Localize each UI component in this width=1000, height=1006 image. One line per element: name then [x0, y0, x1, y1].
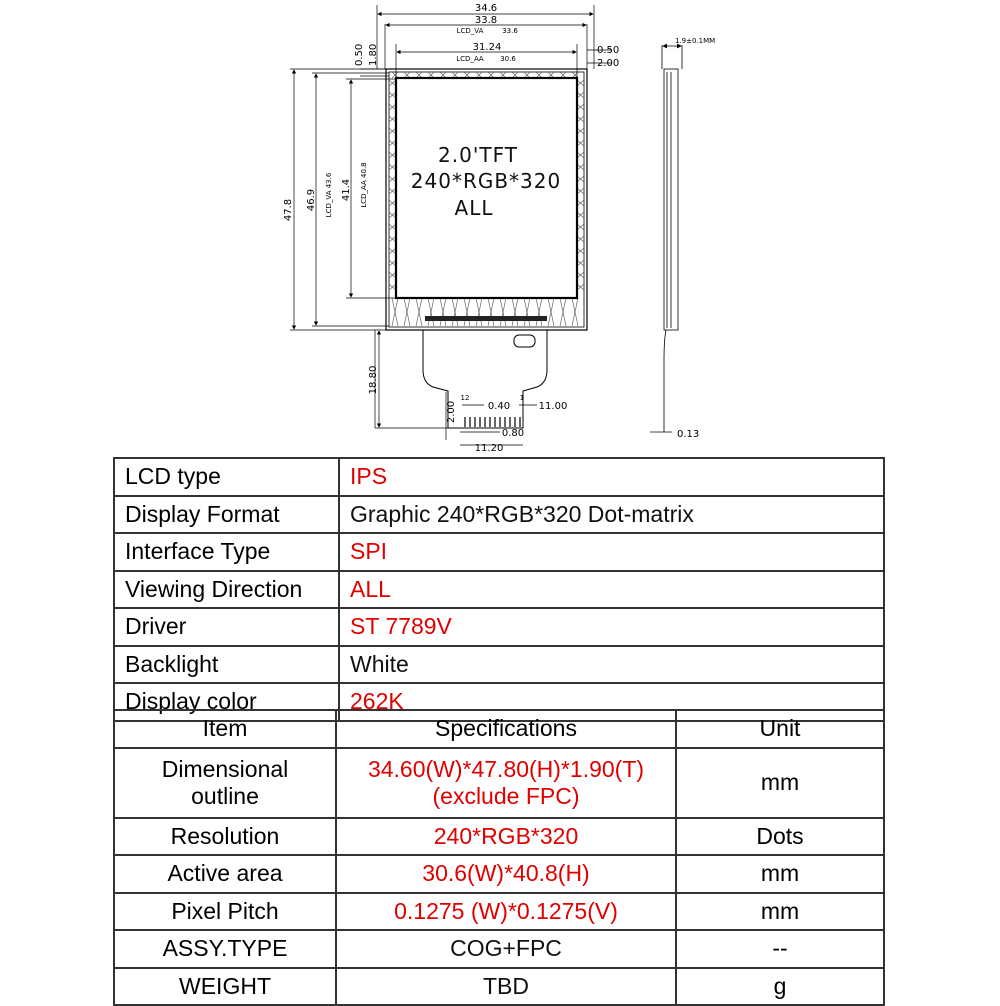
info-row — [114, 571, 884, 609]
dim-overall-width: 34.6 — [474, 3, 498, 14]
spec-unit: g — [676, 968, 884, 1006]
dim-va-width: 33.8 — [474, 15, 498, 26]
dim-lcd-aa-h: LCD_AA 40.8 — [360, 162, 368, 208]
dim-thickness: 1.9±0.1MM — [675, 37, 716, 45]
spec-value-line: 0.1275 (W)*0.1275(V) — [394, 897, 618, 924]
info-row — [114, 533, 884, 571]
dim-aa-height: 41.4 — [341, 178, 352, 202]
dim-pitch: 0.40 — [487, 401, 511, 412]
info-value: ALL — [339, 571, 884, 609]
spec-value — [336, 930, 676, 968]
spec-header-row — [114, 710, 884, 748]
info-value: White — [339, 646, 884, 684]
mechanical-drawing — [0, 0, 1000, 460]
spec-unit: mm — [676, 855, 884, 893]
header-unit: Unit — [676, 710, 884, 748]
info-row — [114, 646, 884, 684]
spec-item: Pixel Pitch — [114, 893, 336, 931]
info-value: Graphic 240*RGB*320 Dot-matrix — [339, 496, 884, 534]
spec-unit: mm — [676, 748, 884, 818]
spec-value — [336, 855, 676, 893]
dim-top-left-a: 0.50 — [354, 43, 365, 66]
dim-pin-first: 1 — [519, 394, 525, 402]
info-label: Display color — [114, 683, 339, 721]
spec-value — [336, 893, 676, 931]
info-value: ST 7789V — [339, 608, 884, 646]
info-row — [114, 608, 884, 646]
dim-top-left-b: 1.80 — [368, 43, 379, 66]
spec-value-line: TBD — [483, 972, 529, 999]
info-value: SPI — [339, 533, 884, 571]
dim-lcd-aa-w: 30.6 — [500, 55, 516, 63]
dim-fpc-length: 18.80 — [368, 365, 379, 395]
dim-fpc-right: 11.00 — [538, 401, 568, 412]
info-value: 262K — [339, 683, 884, 721]
spec-value — [336, 748, 676, 818]
dim-lcd-va-w: 33.6 — [502, 27, 518, 35]
dim-aa-width: 31.24 — [472, 42, 502, 53]
info-label: LCD type — [114, 458, 339, 496]
spec-unit: -- — [676, 930, 884, 968]
spec-item: Dimensional outline — [114, 748, 336, 818]
spec-value-line: 34.60(W)*47.80(H)*1.90(T) — [367, 755, 645, 782]
dim-va-height: 46.9 — [306, 188, 317, 212]
dim-fpc-left: 2.00 — [446, 400, 457, 424]
drawing-svg — [0, 0, 1000, 460]
dim-pad-width: 0.80 — [501, 428, 525, 439]
dim-fpc-thickness: 0.13 — [677, 429, 700, 440]
panel-text-2: 240*RGB*320 — [410, 169, 562, 193]
info-label: Display Format — [114, 496, 339, 534]
spec-row — [114, 968, 884, 1006]
panel-text-1: 2.0'TFT — [438, 143, 518, 167]
fpc-slot — [514, 335, 535, 347]
dim-lcd-aa-w-label: LCD_AA — [456, 55, 484, 63]
info-label: Viewing Direction — [114, 571, 339, 609]
fpc-pins — [465, 417, 520, 427]
dim-lcd-va-w-label: LCD_VA — [456, 27, 484, 35]
dim-pin-last: 12 — [460, 394, 470, 402]
spec-item: WEIGHT — [114, 968, 336, 1006]
spec-value-line: COG+FPC — [450, 935, 562, 962]
info-label: Backlight — [114, 646, 339, 684]
spec-value — [336, 968, 676, 1006]
side-view — [650, 45, 682, 432]
dim-right-b: 2.00 — [597, 58, 620, 69]
driver-ic — [425, 316, 547, 321]
dim-right-a: 0.50 — [597, 45, 620, 56]
spec-unit: Dots — [676, 818, 884, 856]
header-item: Item — [114, 710, 336, 748]
panel-text-3: ALL — [454, 196, 494, 220]
spec-row — [114, 748, 884, 818]
dim-lcd-va-h: LCD_VA 43.6 — [325, 172, 333, 218]
spec-unit: mm — [676, 893, 884, 931]
spec-value-line: 240*RGB*320 — [433, 822, 579, 849]
info-value: IPS — [339, 458, 884, 496]
spec-value-line: 30.6(W)*40.8(H) — [422, 860, 590, 887]
spec-table — [113, 709, 885, 1006]
header-specifications: Specifications — [336, 710, 676, 748]
info-row — [114, 458, 884, 496]
info-label: Interface Type — [114, 533, 339, 571]
spec-item: Active area — [114, 855, 336, 893]
spec-value-note: (exclude FPC) — [432, 782, 580, 809]
spec-item: ASSY.TYPE — [114, 930, 336, 968]
info-row — [114, 496, 884, 534]
spec-value — [336, 818, 676, 856]
spec-item: Resolution — [114, 818, 336, 856]
dim-overall-height: 47.8 — [283, 198, 294, 222]
spec-row — [114, 855, 884, 893]
spec-row — [114, 893, 884, 931]
spec-row — [114, 818, 884, 856]
dim-fpc-width: 11.20 — [474, 443, 504, 454]
fpc-tail — [423, 330, 547, 428]
spec-row — [114, 930, 884, 968]
info-table — [113, 457, 885, 722]
info-label: Driver — [114, 608, 339, 646]
